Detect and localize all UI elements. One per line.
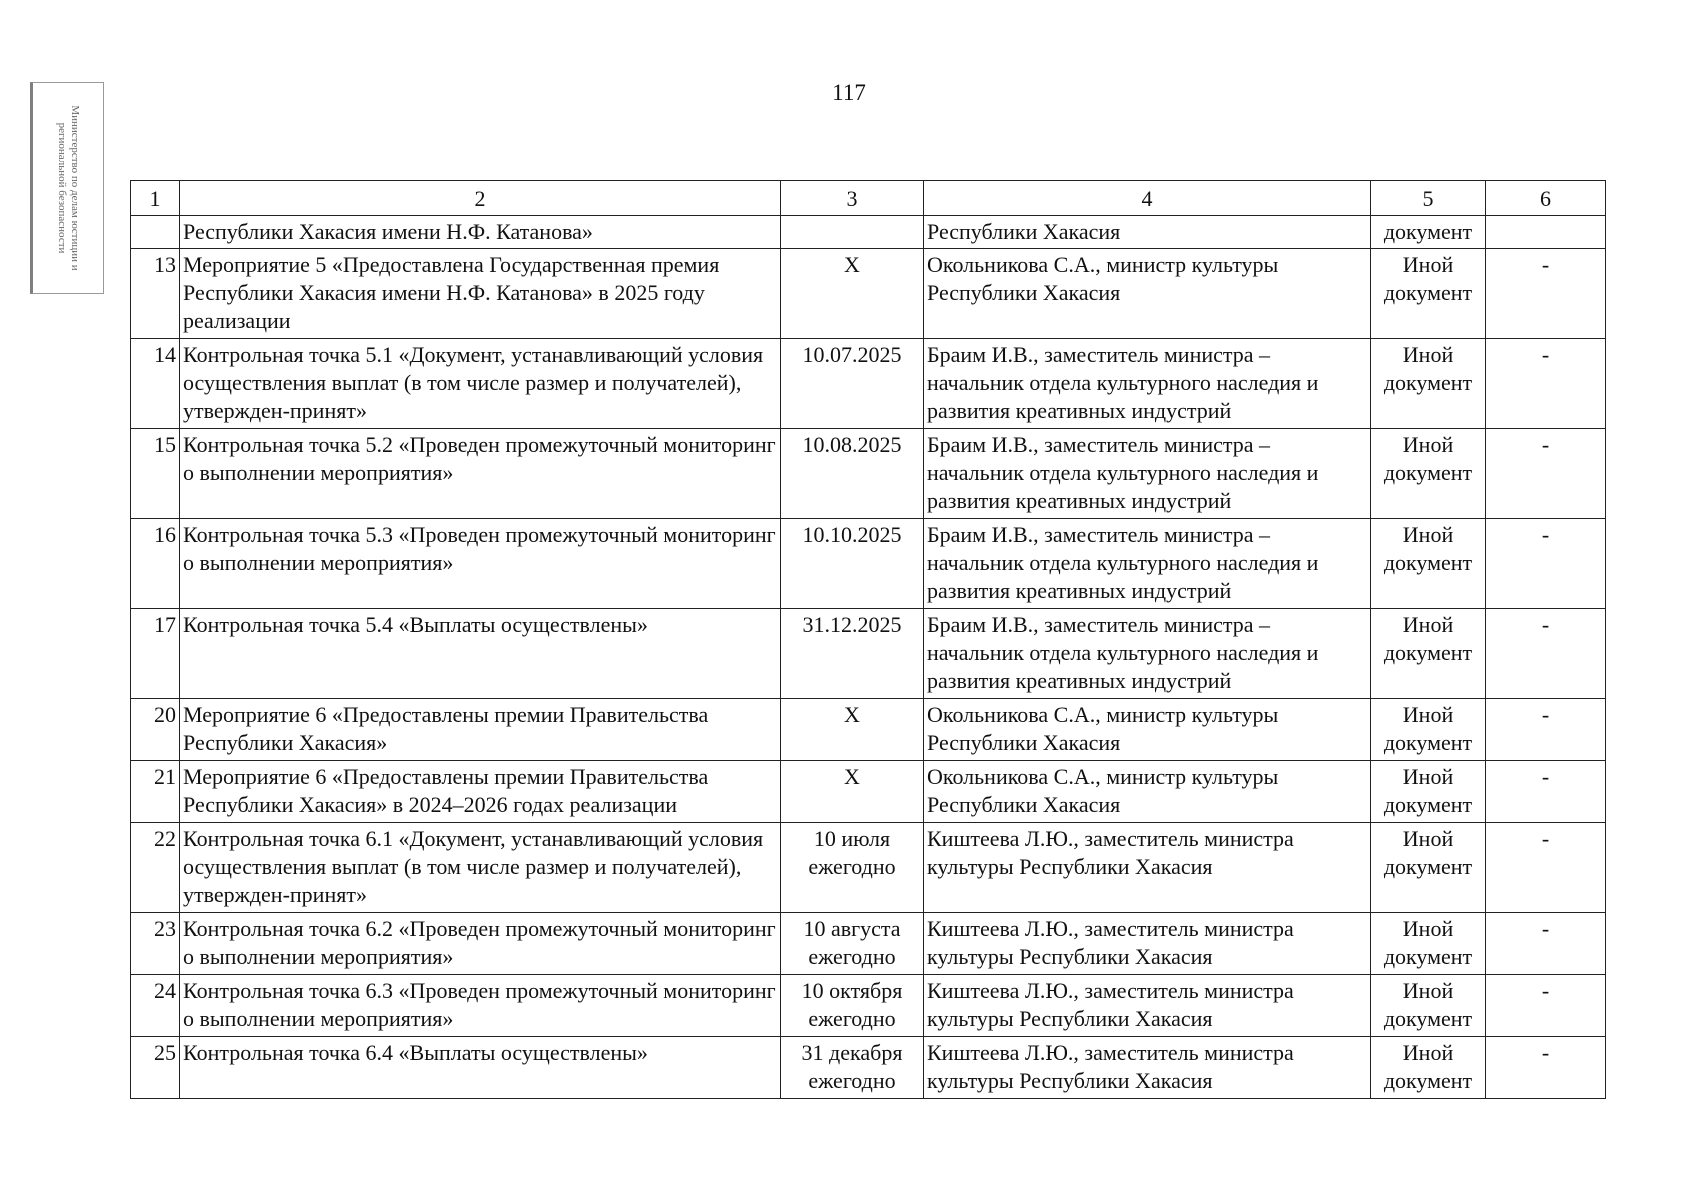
document-type: Иной документ <box>1371 913 1486 975</box>
deadline: Х <box>781 761 924 823</box>
table-row <box>131 823 1606 913</box>
document-type: Иной документ <box>1371 975 1486 1037</box>
document-type: Иной документ <box>1371 1037 1486 1099</box>
header-cell-4: 4 <box>924 181 1371 216</box>
table-row <box>131 216 1606 249</box>
deadline <box>781 216 924 249</box>
event-name: Контрольная точка 5.4 «Выплаты осуществлены» <box>180 609 781 699</box>
responsible: Окольникова С.А., министр культуры Республики Хакасия <box>924 249 1371 339</box>
event-name: Контрольная точка 5.3 «Проведен промежуточный мониторинг о выполнении мероприятия» <box>180 519 781 609</box>
table-row <box>131 609 1606 699</box>
document-type: Иной документ <box>1371 429 1486 519</box>
deadline: 31 декабря ежегодно <box>781 1037 924 1099</box>
stamp-text: Министерство по делам юстиции и региональной безопасности <box>56 105 81 271</box>
header-row <box>131 181 1606 216</box>
row-number: 16 <box>131 519 180 609</box>
event-name: Мероприятие 5 «Предоставлена Государственная премия Республики Хакасия имени Н.Ф. Катанова» в 2025 году реализации <box>180 249 781 339</box>
note: - <box>1486 339 1606 429</box>
responsible: Окольникова С.А., министр культуры Республики Хакасия <box>924 699 1371 761</box>
responsible: Киштеева Л.Ю., заместитель министра культуры Республики Хакасия <box>924 1037 1371 1099</box>
note <box>1486 216 1606 249</box>
document-type: Иной документ <box>1371 609 1486 699</box>
deadline: Х <box>781 249 924 339</box>
note: - <box>1486 761 1606 823</box>
table-row <box>131 975 1606 1037</box>
table-row <box>131 249 1606 339</box>
note: - <box>1486 823 1606 913</box>
document-type: Иной документ <box>1371 249 1486 339</box>
responsible: Браим И.В., заместитель министра – начальник отдела культурного наследия и развития креативных индустрий <box>924 519 1371 609</box>
row-number: 22 <box>131 823 180 913</box>
deadline: 31.12.2025 <box>781 609 924 699</box>
row-number: 15 <box>131 429 180 519</box>
row-number: 14 <box>131 339 180 429</box>
row-number: 20 <box>131 699 180 761</box>
deadline: Х <box>781 699 924 761</box>
document-type: Иной документ <box>1371 761 1486 823</box>
row-number: 24 <box>131 975 180 1037</box>
responsible: Республики Хакасия <box>924 216 1371 249</box>
note: - <box>1486 609 1606 699</box>
table-row <box>131 913 1606 975</box>
table-row <box>131 429 1606 519</box>
note: - <box>1486 699 1606 761</box>
event-name: Мероприятие 6 «Предоставлены премии Правительства Республики Хакасия» в 2024–2026 годах реализации <box>180 761 781 823</box>
row-number: 25 <box>131 1037 180 1099</box>
deadline: 10 июля ежегодно <box>781 823 924 913</box>
responsible: Киштеева Л.Ю., заместитель министра культуры Республики Хакасия <box>924 975 1371 1037</box>
row-number: 17 <box>131 609 180 699</box>
document-type: Иной документ <box>1371 339 1486 429</box>
table-row <box>131 519 1606 609</box>
row-number: 21 <box>131 761 180 823</box>
event-name: Мероприятие 6 «Предоставлены премии Правительства Республики Хакасия» <box>180 699 781 761</box>
note: - <box>1486 913 1606 975</box>
document-type: Иной документ <box>1371 699 1486 761</box>
note: - <box>1486 519 1606 609</box>
responsible: Браим И.В., заместитель министра – начальник отдела культурного наследия и развития креативных индустрий <box>924 609 1371 699</box>
document-type: документ <box>1371 216 1486 249</box>
deadline: 10 августа ежегодно <box>781 913 924 975</box>
responsible: Окольникова С.А., министр культуры Республики Хакасия <box>924 761 1371 823</box>
registration-stamp <box>30 82 104 294</box>
header-cell-6: 6 <box>1486 181 1606 216</box>
note: - <box>1486 429 1606 519</box>
note: - <box>1486 1037 1606 1099</box>
responsible: Киштеева Л.Ю., заместитель министра культуры Республики Хакасия <box>924 823 1371 913</box>
event-name: Контрольная точка 6.4 «Выплаты осуществлены» <box>180 1037 781 1099</box>
document-type: Иной документ <box>1371 823 1486 913</box>
header-cell-1: 1 <box>131 181 180 216</box>
table-row <box>131 699 1606 761</box>
table-row <box>131 339 1606 429</box>
deadline: 10.08.2025 <box>781 429 924 519</box>
plan-table <box>130 180 1606 1099</box>
event-name: Контрольная точка 5.1 «Документ, устанавливающий условия осуществления выплат (в том числе размер и получателей), утвержден-принят» <box>180 339 781 429</box>
header-cell-2: 2 <box>180 181 781 216</box>
page-number: 117 <box>832 80 866 105</box>
table-row <box>131 1037 1606 1099</box>
note: - <box>1486 975 1606 1037</box>
header-cell-3: 3 <box>781 181 924 216</box>
row-number <box>131 216 180 249</box>
event-name: Контрольная точка 6.1 «Документ, устанавливающий условия осуществления выплат (в том числе размер и получателей), утвержден-принят» <box>180 823 781 913</box>
deadline: 10 октября ежегодно <box>781 975 924 1037</box>
responsible: Браим И.В., заместитель министра – начальник отдела культурного наследия и развития креативных индустрий <box>924 339 1371 429</box>
row-number: 23 <box>131 913 180 975</box>
note: - <box>1486 249 1606 339</box>
event-name: Республики Хакасия имени Н.Ф. Катанова» <box>180 216 781 249</box>
deadline: 10.10.2025 <box>781 519 924 609</box>
event-name: Контрольная точка 6.2 «Проведен промежуточный мониторинг о выполнении мероприятия» <box>180 913 781 975</box>
responsible: Киштеева Л.Ю., заместитель министра культуры Республики Хакасия <box>924 913 1371 975</box>
event-name: Контрольная точка 5.2 «Проведен промежуточный мониторинг о выполнении мероприятия» <box>180 429 781 519</box>
header-cell-5: 5 <box>1371 181 1486 216</box>
table-row <box>131 761 1606 823</box>
event-name: Контрольная точка 6.3 «Проведен промежуточный мониторинг о выполнении мероприятия» <box>180 975 781 1037</box>
document-type: Иной документ <box>1371 519 1486 609</box>
responsible: Браим И.В., заместитель министра – начальник отдела культурного наследия и развития креативных индустрий <box>924 429 1371 519</box>
row-number: 13 <box>131 249 180 339</box>
deadline: 10.07.2025 <box>781 339 924 429</box>
